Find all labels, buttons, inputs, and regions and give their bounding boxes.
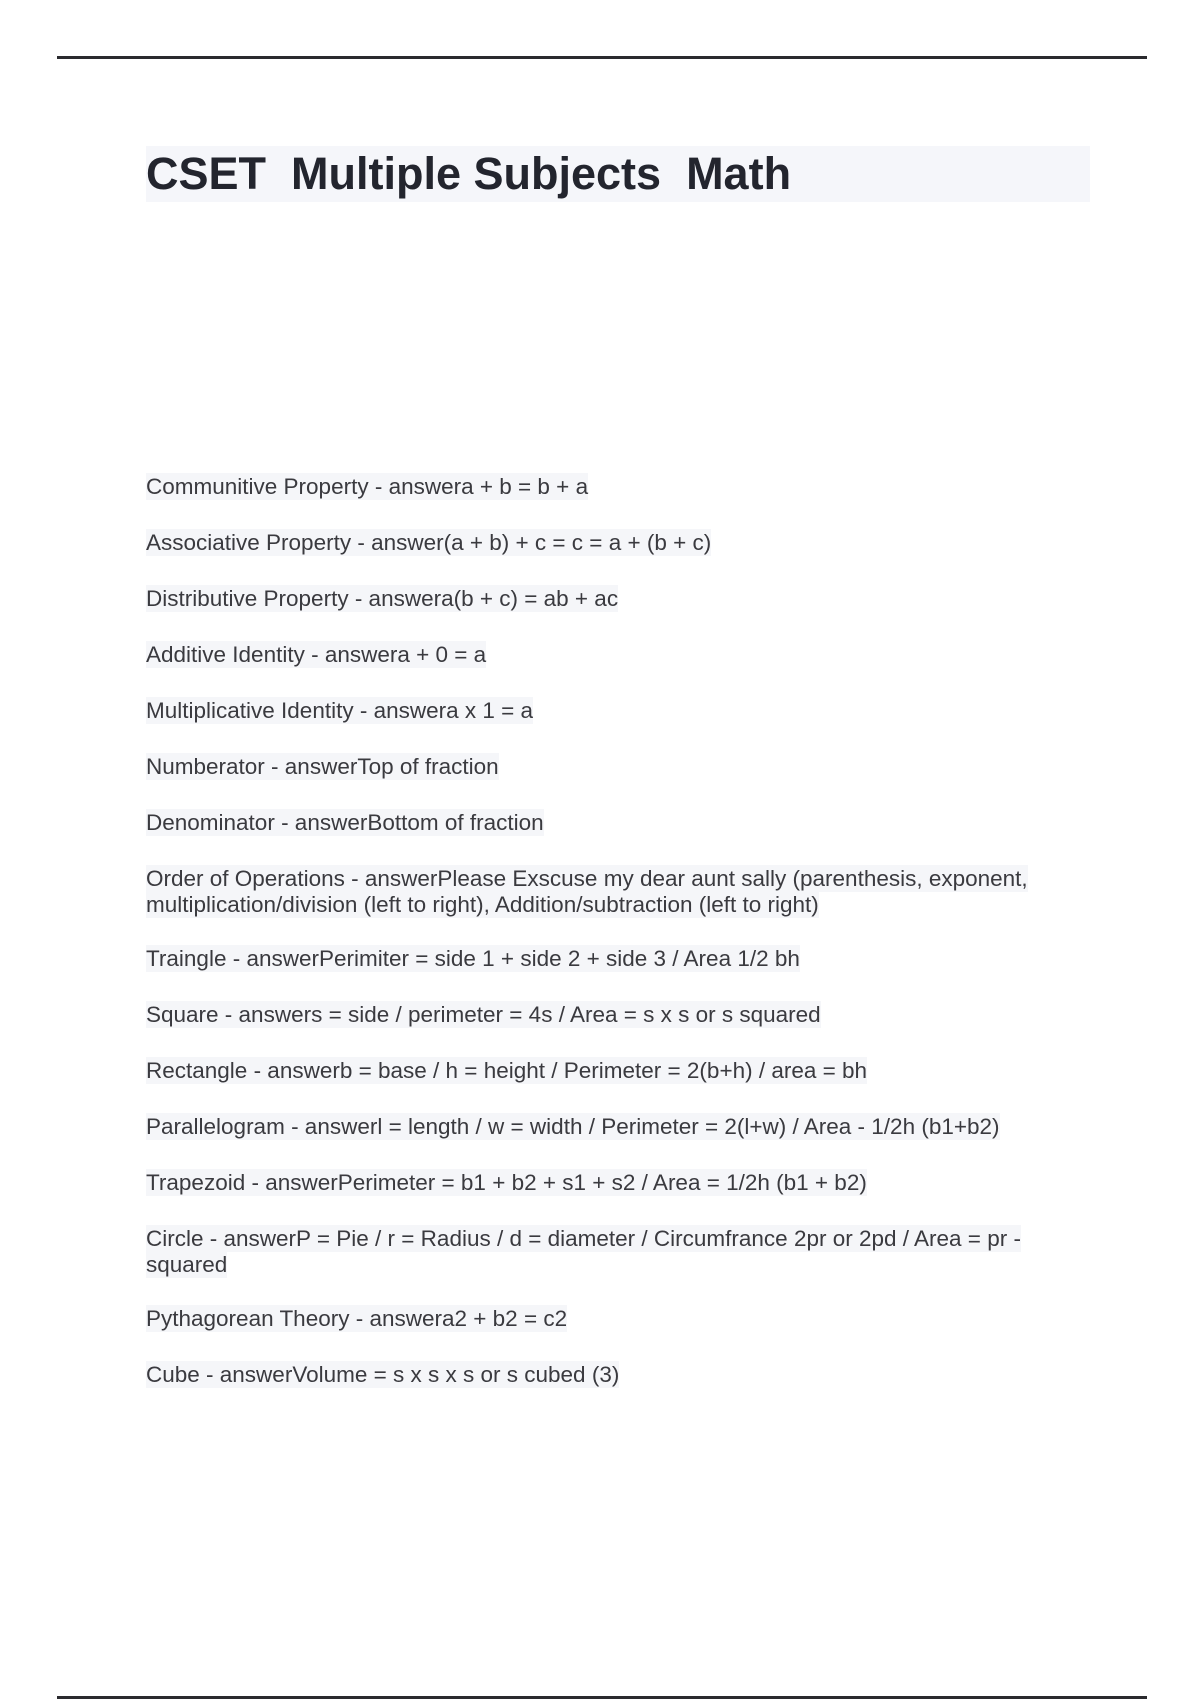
list-item	[146, 698, 1096, 724]
item-text: Associative Property - answer(a + b) + c = c = a + (b + c)	[146, 530, 712, 555]
list-item	[146, 1002, 1096, 1028]
item-text: Rectangle - answerb = base / h = height / Perimeter = 2(b+h) / area = bh	[146, 1058, 868, 1083]
item-text: Square - answers = side / perimeter = 4s / Area = s x s or s squared	[146, 1002, 821, 1027]
item-text: Circle - answerP = Pie / r = Radius / d = diameter / Circumfrance 2pr or 2pd / Area = pr - squared	[146, 1226, 1021, 1277]
list-item	[146, 642, 1096, 668]
flashcard-list	[146, 474, 1096, 1418]
list-item	[146, 754, 1096, 780]
item-text: Trapezoid - answerPerimeter = b1 + b2 + s1 + s2 / Area = 1/2h (b1 + b2)	[146, 1170, 867, 1195]
item-text: Distributive Property - answera(b + c) = ab + ac	[146, 586, 619, 611]
item-text: Order of Operations - answerPlease Exscuse my dear aunt sally (parenthesis, exponent, multiplication/division (left to right), Addition/subtraction (left to right)	[146, 866, 1028, 917]
list-item	[146, 1058, 1096, 1084]
list-item	[146, 1306, 1096, 1332]
item-text: Multiplicative Identity - answera x 1 = a	[146, 698, 534, 723]
list-item	[146, 530, 1096, 556]
item-text: Cube - answerVolume = s x s x s or s cubed (3)	[146, 1362, 620, 1387]
list-item	[146, 1170, 1096, 1196]
item-text: Pythagorean Theory - answera2 + b2 = c2	[146, 1306, 568, 1331]
list-item	[146, 1226, 1096, 1278]
item-text: Numberator - answerTop of fraction	[146, 754, 499, 779]
list-item	[146, 474, 1096, 500]
page-title: CSET Multiple Subjects Math	[146, 148, 792, 199]
top-rule	[57, 56, 1147, 59]
item-text: Traingle - answerPerimiter = side 1 + side 2 + side 3 / Area 1/2 bh	[146, 946, 800, 971]
list-item	[146, 810, 1096, 836]
item-text: Communitive Property - answera + b = b + a	[146, 474, 589, 499]
list-item	[146, 1362, 1096, 1388]
list-item	[146, 1114, 1096, 1140]
list-item	[146, 946, 1096, 972]
list-item	[146, 586, 1096, 612]
item-text: Additive Identity - answera + 0 = a	[146, 642, 487, 667]
list-item	[146, 866, 1096, 918]
bottom-rule	[57, 1696, 1147, 1699]
item-text: Denominator - answerBottom of fraction	[146, 810, 544, 835]
item-text: Parallelogram - answerl = length / w = width / Perimeter = 2(l+w) / Area - 1/2h (b1+b2)	[146, 1114, 1000, 1139]
